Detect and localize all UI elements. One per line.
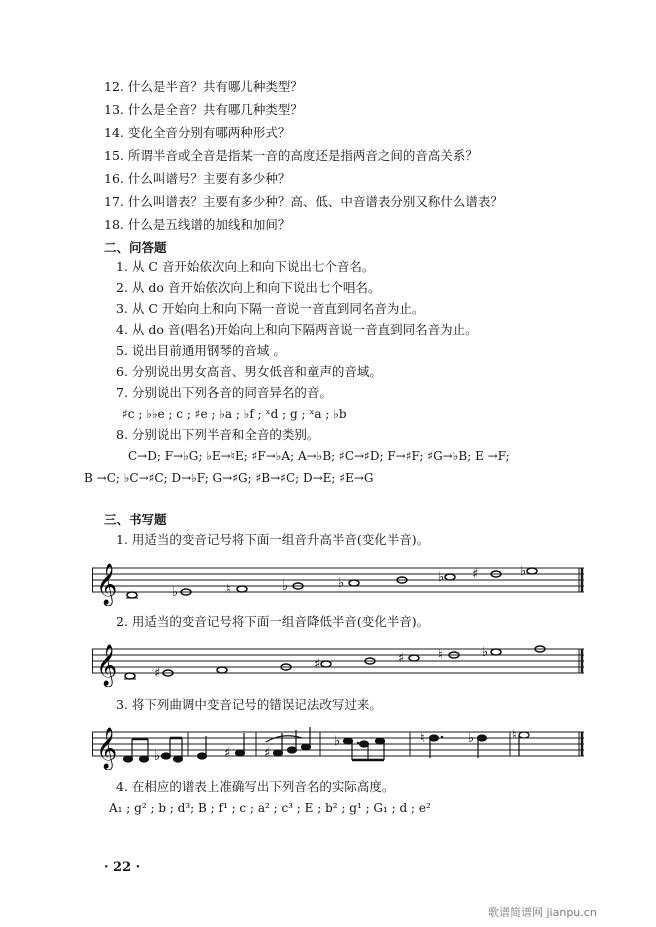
section2-item-2: 2. 从 do 音开始依次向上和向下说出七个唱名。 bbox=[116, 280, 381, 295]
page-number: · 22 · bbox=[104, 860, 141, 875]
question-14: 14. 变化全音分别有哪两种形式？ bbox=[104, 125, 291, 140]
svg-text:♭: ♭ bbox=[282, 579, 289, 594]
staff-1 bbox=[92, 560, 584, 606]
section2-item-8: 8. 分别说出下列半音和全音的类别。 bbox=[116, 427, 320, 442]
svg-text:♭: ♭ bbox=[468, 731, 475, 746]
question-18: 18. 什么是五线谱的加线和加间？ bbox=[104, 217, 291, 232]
svg-text:♮: ♮ bbox=[420, 731, 425, 746]
item8-interval-line-2: B →C; ♭C→♯C; D→♭F; G→♯G; ♯B→♯C; D→E; ♯E→G bbox=[84, 471, 374, 485]
svg-text:𝄞: 𝄞 bbox=[96, 728, 118, 769]
section2-item-1: 1. 从 C 音开始依次向上和向下说出七个音名。 bbox=[116, 259, 375, 274]
svg-text:♯: ♯ bbox=[398, 651, 405, 666]
question-15: 15. 所谓半音或全音是指某一音的高度还是指两音之间的音高关系？ bbox=[104, 148, 478, 163]
section2-item-4: 4. 从 do 音(唱名)开始向上和向下隔两音说一音直到同名音为止。 bbox=[116, 322, 478, 337]
natural-icon: ♮ bbox=[226, 582, 231, 597]
section3-item-4: 4. 在相应的谱表上准确写出下列音名的实际高度。 bbox=[116, 779, 395, 794]
svg-text:♯: ♯ bbox=[264, 746, 271, 761]
flat-icon: ♭ bbox=[172, 585, 179, 600]
svg-text:♯: ♯ bbox=[224, 746, 231, 761]
item8-interval-line-1: C→D; F→♭G; ♭E→♮E; ♯F→♭A; A→♭B; ♯C→♯D; F→♯F; ♯G→♭B; E →F; bbox=[128, 449, 510, 463]
section3-item-2: 2. 用适当的变音记号将下面一组音降低半音(变化半音)。 bbox=[116, 614, 430, 629]
section3-heading: 三、书写题 bbox=[104, 512, 167, 527]
watermark: 歌谱简谱网 jianpu.cn bbox=[488, 906, 597, 919]
svg-text:♭: ♭ bbox=[154, 749, 161, 764]
staff-3 bbox=[92, 724, 584, 770]
svg-text:♮: ♮ bbox=[438, 648, 443, 663]
section2-heading: 二、问答题 bbox=[104, 240, 167, 255]
svg-text:𝄞: 𝄞 bbox=[96, 645, 118, 686]
item4-note-list: A₁ ; g² ; b ; d³; B ; f¹ ; c ; a² ; c³ ; E ; b² ; g¹ ; G₁ ; d ; e² bbox=[109, 801, 431, 815]
section2-item-3: 3. 从 C 开始向上和向下隔一音说一音直到同名音为止。 bbox=[116, 301, 425, 316]
section2-item-6: 6. 分别说出男女高音、男女低音和童声的音域。 bbox=[116, 364, 382, 379]
svg-text:♯: ♯ bbox=[314, 657, 321, 672]
staff-2 bbox=[92, 641, 584, 687]
svg-text:♮: ♮ bbox=[512, 728, 517, 743]
section2-item-5: 5. 说出目前通用钢琴的音域 。 bbox=[116, 343, 286, 358]
question-12: 12. 什么是半音？共有哪儿种类型？ bbox=[104, 79, 303, 94]
question-13: 13. 什么是全音？共有哪几种类型？ bbox=[104, 102, 303, 117]
section3-item-3: 3. 将下列曲调中变音记号的错误记法改写过来。 bbox=[116, 697, 382, 712]
svg-text:♭: ♭ bbox=[438, 570, 445, 585]
svg-text:♯: ♯ bbox=[154, 666, 161, 681]
question-17: 17. 什么叫谱表？主要有多少种？高、低、中音谱表分别又称什么谱表？ bbox=[104, 194, 503, 209]
svg-text:♭: ♭ bbox=[482, 645, 489, 660]
question-16: 16. 什么叫谱号？主要有多少种？ bbox=[104, 171, 291, 186]
item7-note-list: ♯c ; ♭♭e ; c ; ♯e ; ♭a ; ♭f ; ˣd ; g ; ˣa ; ♭b bbox=[122, 407, 347, 421]
svg-text:♭: ♭ bbox=[334, 734, 341, 749]
svg-text:♭: ♭ bbox=[520, 564, 527, 579]
svg-text:♭: ♭ bbox=[338, 576, 345, 591]
sharp-icon: ♯ bbox=[472, 567, 479, 582]
section3-item-1: 1. 用适当的变音记号将下面一组音升高半音(变化半音)。 bbox=[116, 532, 430, 547]
treble-clef-icon: 𝄞 bbox=[96, 564, 118, 605]
section2-item-7: 7. 分别说出下列各音的同音异名的音。 bbox=[116, 385, 332, 400]
